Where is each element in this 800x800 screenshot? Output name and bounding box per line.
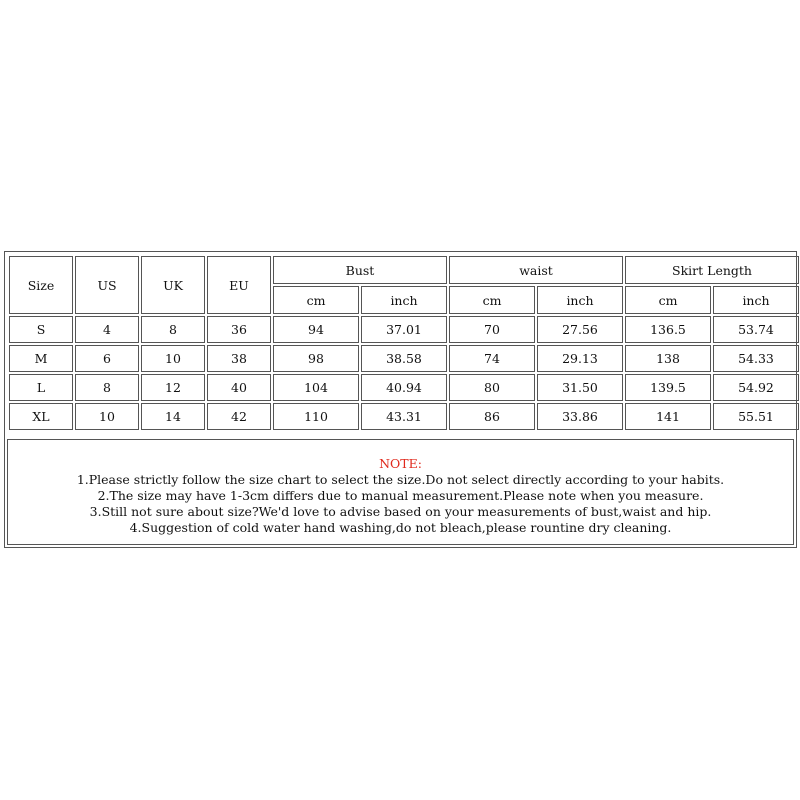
- cell-us: 6: [75, 345, 139, 372]
- unit-bust-cm: cm: [273, 286, 359, 314]
- cell-bust-cm: 98: [273, 345, 359, 372]
- cell-size: XL: [9, 403, 73, 430]
- cell-skirt-inch: 53.74: [713, 316, 799, 343]
- cell-waist-cm: 74: [449, 345, 535, 372]
- table-row: [9, 374, 799, 401]
- note-line: 4.Suggestion of cold water hand washing,do not bleach,please rountine dry cleaning.: [129, 520, 672, 535]
- cell-size: L: [9, 374, 73, 401]
- table-row: [9, 345, 799, 372]
- note-box: [7, 439, 794, 545]
- unit-skirt-inch: inch: [713, 286, 799, 314]
- cell-waist-inch: 33.86: [537, 403, 623, 430]
- size-table: [7, 254, 800, 432]
- cell-skirt-inch: 54.33: [713, 345, 799, 372]
- header-uk: UK: [141, 256, 205, 314]
- cell-skirt-inch: 55.51: [713, 403, 799, 430]
- table-row: [9, 316, 799, 343]
- cell-waist-cm: 70: [449, 316, 535, 343]
- header-bust: Bust: [273, 256, 447, 284]
- header-size: Size: [9, 256, 73, 314]
- cell-us: 8: [75, 374, 139, 401]
- cell-eu: 36: [207, 316, 271, 343]
- unit-bust-inch: inch: [361, 286, 447, 314]
- unit-waist-cm: cm: [449, 286, 535, 314]
- cell-us: 10: [75, 403, 139, 430]
- cell-bust-cm: 104: [273, 374, 359, 401]
- cell-bust-inch: 40.94: [361, 374, 447, 401]
- cell-bust-inch: 43.31: [361, 403, 447, 430]
- unit-waist-inch: inch: [537, 286, 623, 314]
- cell-waist-inch: 29.13: [537, 345, 623, 372]
- cell-eu: 40: [207, 374, 271, 401]
- cell-waist-inch: 27.56: [537, 316, 623, 343]
- cell-skirt-cm: 139.5: [625, 374, 711, 401]
- cell-uk: 10: [141, 345, 205, 372]
- cell-bust-inch: 38.58: [361, 345, 447, 372]
- cell-skirt-cm: 138: [625, 345, 711, 372]
- cell-skirt-cm: 136.5: [625, 316, 711, 343]
- cell-uk: 14: [141, 403, 205, 430]
- header-us: US: [75, 256, 139, 314]
- note-line: 2.The size may have 1-3cm differs due to manual measurement.Please note when you measure.: [97, 488, 704, 503]
- cell-uk: 8: [141, 316, 205, 343]
- cell-size: M: [9, 345, 73, 372]
- cell-bust-cm: 94: [273, 316, 359, 343]
- cell-eu: 38: [207, 345, 271, 372]
- cell-uk: 12: [141, 374, 205, 401]
- cell-bust-cm: 110: [273, 403, 359, 430]
- cell-waist-cm: 86: [449, 403, 535, 430]
- cell-waist-cm: 80: [449, 374, 535, 401]
- cell-skirt-inch: 54.92: [713, 374, 799, 401]
- cell-bust-inch: 37.01: [361, 316, 447, 343]
- note-title: NOTE:: [379, 456, 422, 471]
- unit-skirt-cm: cm: [625, 286, 711, 314]
- table-row: [9, 403, 799, 430]
- header-skirt-length: Skirt Length: [625, 256, 799, 284]
- cell-us: 4: [75, 316, 139, 343]
- note-line: 3.Still not sure about size?We'd love to advise based on your measurements of bust,waist and hip.: [89, 504, 712, 519]
- note-line: 1.Please strictly follow the size chart to select the size.Do not select directly according to your habits.: [76, 472, 725, 487]
- cell-size: S: [9, 316, 73, 343]
- cell-eu: 42: [207, 403, 271, 430]
- size-chart: [4, 251, 797, 548]
- header-row-groups: [9, 256, 799, 284]
- header-eu: EU: [207, 256, 271, 314]
- cell-waist-inch: 31.50: [537, 374, 623, 401]
- cell-skirt-cm: 141: [625, 403, 711, 430]
- header-waist: waist: [449, 256, 623, 284]
